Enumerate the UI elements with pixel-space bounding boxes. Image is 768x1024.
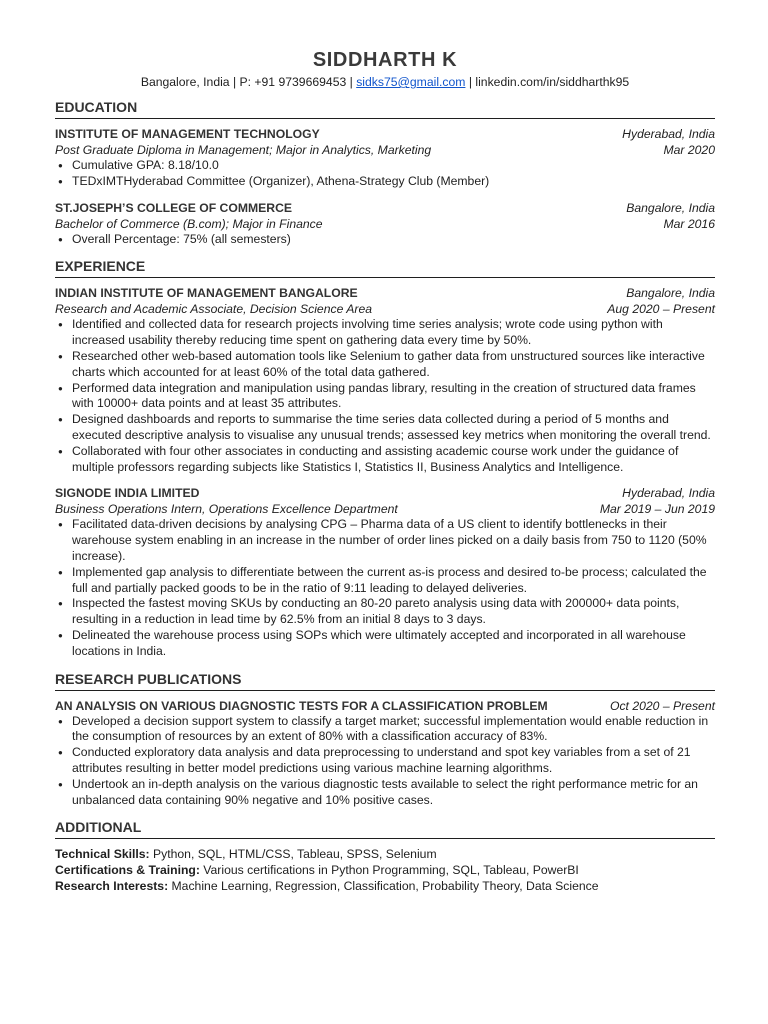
degree: Post Graduate Diploma in Management; Major in Analytics, Marketing (55, 143, 432, 157)
bullet-item: ● Researched other web-based automation tools like Selenium to gather data from unstructured sources like interactive charts which accounted for at least 60% of the total data gathered. (55, 349, 715, 381)
additional-label: Research Interests: (55, 879, 169, 894)
bullet-list (55, 158, 715, 190)
bullet-item: ● Facilitated data-driven decisions by analysing CPG – Pharma data of a US client to identify bottlenecks in their warehouse system enabling in an increase in the number of order lines picked on a daily basis from 750 to 1120 (50% increase). (55, 517, 715, 564)
bullet-item: ● Delineated the warehouse process using SOPs which were ultimately accepted and incorporated in all warehouse locations in India. (55, 628, 715, 660)
section-title-experience: EXPERIENCE (55, 257, 715, 278)
bullet-item: ● Performed data integration and manipulation using pandas library, resulting in the creation of structured data frames with 10000+ data points and at least 35 attributes. (55, 381, 715, 413)
additional-value: Python, SQL, HTML/CSS, Tableau, SPSS, Selenium (149, 847, 437, 862)
bullet-list (55, 517, 715, 659)
company-name: INDIAN INSTITUTE OF MANAGEMENT BANGALORE (55, 286, 358, 301)
bullet-list (55, 317, 715, 475)
location: Bangalore, India (626, 200, 715, 215)
publication-entry (55, 698, 715, 809)
experience-section (55, 257, 715, 659)
additional-label: Certifications & Training: (55, 863, 200, 878)
additional-label: Technical Skills: (55, 847, 150, 862)
email-link[interactable]: sidks75@gmail.com (356, 75, 466, 89)
location: Hyderabad, India (622, 127, 715, 141)
candidate-name: SIDDHARTH K (312, 49, 458, 71)
bullet-item: ● Designed dashboards and reports to summarise the time series data collected during a period of 5 months and executed descriptive analysis to visualise any unusual trends; assessed key metrics when monitoring the overall trend. (55, 412, 715, 444)
contact-suffix: | linkedin.com/in/siddharthk95 (465, 75, 630, 89)
date: Mar 2019 – Jun 2019 (599, 502, 715, 517)
additional-value: Machine Learning, Regression, Classification, Probability Theory, Data Science (168, 879, 599, 894)
bullet-item: ● TEDxIMTHyderabad Committee (Organizer), Athena-Strategy Club (Member) (55, 174, 715, 190)
bullet-item: ● Undertook an in-depth analysis on the various diagnostic tests available to select the right performance metric for an unbalanced data containing 90% negative and 10% positive cases. (55, 777, 715, 809)
location: Hyderabad, India (622, 486, 715, 501)
education-entry (55, 126, 715, 190)
bullet-item: ● Cumulative GPA: 8.18/10.0 (55, 158, 715, 174)
institution-name: INSTITUTE OF MANAGEMENT TECHNOLOGY (55, 127, 320, 141)
research-interests-line (55, 878, 715, 894)
additional-value: Various certifications in Python Programming, SQL, Tableau, PowerBI (199, 863, 579, 878)
contact-line (55, 74, 715, 90)
resume-page (55, 48, 715, 894)
job-title: Research and Academic Associate, Decision Science Area (55, 302, 373, 317)
education-entry (55, 200, 715, 248)
date: Mar 2016 (663, 216, 715, 231)
bullet-item: ● Collaborated with four other associates in conducting and assisting academic course work under the guidance of multiple professors regarding subjects like Statistics I, Statistics II, Business Analytics and Intelligence. (55, 444, 715, 476)
bullet-list (55, 232, 715, 248)
bullet-item: ● Implemented gap analysis to differentiate between the current as-is process and desired to-be process; calculated the full and partially packed goods to be in the ratio of 9:11 leading to delayed deliveries. (55, 565, 715, 597)
section-title-publications: RESEARCH PUBLICATIONS (55, 670, 715, 691)
date: Aug 2020 – Present (607, 302, 715, 317)
job-title: Business Operations Intern, Operations Excellence Department (55, 502, 398, 517)
bullet-item: ● Overall Percentage: 75% (all semesters) (55, 232, 715, 248)
education-section (55, 98, 715, 247)
section-title-education: EDUCATION (55, 98, 715, 119)
certifications-line (55, 862, 715, 878)
company-name: SIGNODE INDIA LIMITED (55, 486, 200, 501)
technical-skills-line (55, 846, 715, 862)
section-title-additional: ADDITIONAL (55, 818, 715, 839)
publications-section (55, 670, 715, 809)
additional-section (55, 818, 715, 894)
date: Oct 2020 – Present (609, 698, 715, 713)
bullet-item: ● Inspected the fastest moving SKUs by conducting an 80-20 pareto analysis using data with 200000+ data points, resulting in a reduction in lead time by 62.5% from an initial 8 days to 3 days. (55, 596, 715, 628)
experience-entry (55, 485, 715, 659)
bullet-list (55, 714, 715, 809)
bullet-item: ● Developed a decision support system to classify a target market; successful implementation would enable reduction in the consumption of resources by an extent of 80% with a classification accuracy of 83%. (55, 714, 715, 746)
degree: Bachelor of Commerce (B.com); Major in Finance (55, 216, 323, 231)
bullet-item: ● Identified and collected data for research projects involving time series analysis; wrote code using python with increased usability thereby reducing time spent on gathering data every time by 50%. (55, 317, 715, 349)
date: Mar 2020 (663, 143, 715, 157)
experience-entry (55, 285, 715, 475)
institution-name: ST.JOSEPH’S COLLEGE OF COMMERCE (55, 200, 293, 215)
contact-prefix: Bangalore, India | P: +91 9739669453 | (140, 75, 357, 89)
bullet-item: ● Conducted exploratory data analysis and data preprocessing to understand and spot key variables from a set of 21 attributes resulting in better model predictions using various machine learning algorithms. (55, 745, 715, 777)
location: Bangalore, India (626, 286, 715, 301)
publication-title: AN ANALYSIS ON VARIOUS DIAGNOSTIC TESTS FOR A CLASSIFICATION PROBLEM (55, 698, 548, 713)
